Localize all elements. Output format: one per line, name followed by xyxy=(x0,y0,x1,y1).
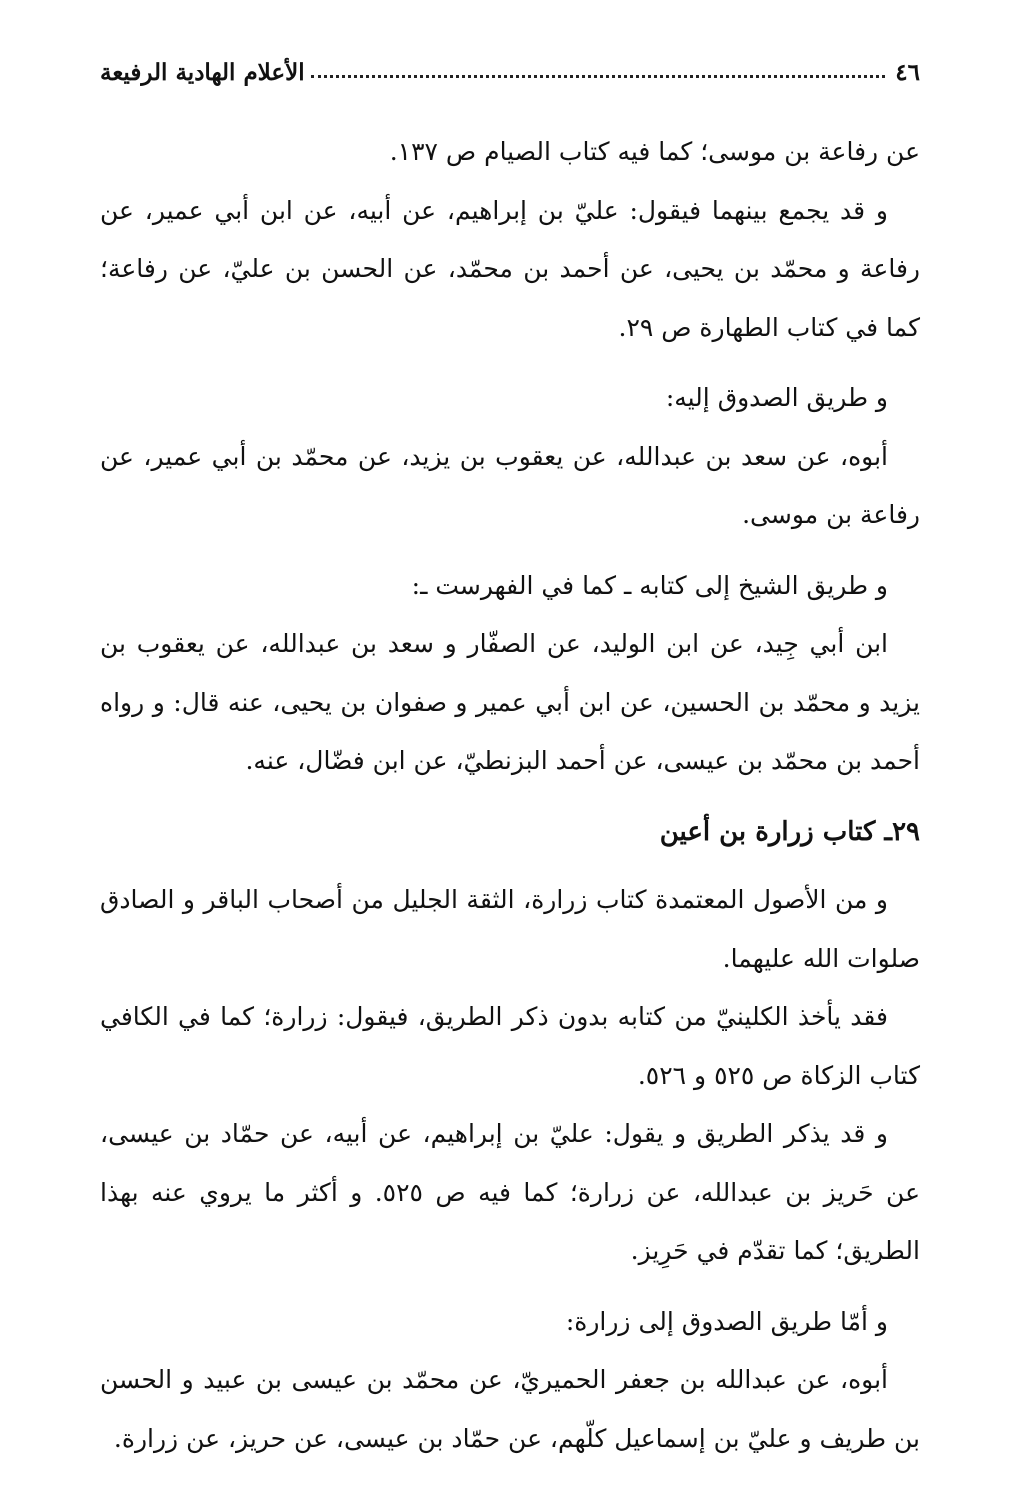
paragraph: و أمّا طريق الصدوق إلى زرارة: xyxy=(565,1306,888,1336)
spacer xyxy=(100,357,920,369)
paragraph: و من الأصول المعتمدة كتاب زرارة، الثقة الجليل من أصحاب الباقر و الصادق صلوات الله عليهما. xyxy=(100,885,920,973)
paragraph: أبوه، عن عبدالله بن جعفر الحميريّ، عن محمّد بن عيسى بن عبيد و الحسن بن طريف و عليّ بن إسماعيل كلّهم، عن حمّاد بن عيسى، عن حريز، عن زرارة. xyxy=(100,1365,920,1453)
paragraph: فقد يأخذ الكلينيّ من كتابه بدون ذكر الطريق، فيقول: زرارة؛ كما في الكافي كتاب الزكاة ص ٥٢٥ و ٥٢٦. xyxy=(100,1002,920,1090)
book-page xyxy=(100,0,920,1506)
spacer xyxy=(100,545,920,557)
paragraph: و طريق الشيخ إلى كتابه ـ كما في الفهرست ـ: xyxy=(411,570,888,600)
paragraph: أبوه، عن سعد بن عبدالله، عن يعقوب بن يزيد، عن محمّد بن أبي عمير، عن رفاعة بن موسى. xyxy=(100,441,920,529)
paragraph: و قد يجمع بينهما فيقول: عليّ بن إبراهيم، عن أبيه، عن ابن أبي عمير، عن رفاعة و محمّد بن يحيى، عن أحمد بن محمّد، عن الحسن بن عليّ، عن رفاعة؛ كما في كتاب الطهارة ص ٢٩. xyxy=(100,195,920,342)
paragraph: عن رفاعة بن موسى؛ كما فيه كتاب الصيام ص ١٣٧. xyxy=(389,137,920,166)
page-header xyxy=(100,52,920,92)
paragraph: ابن أبي جِيد، عن ابن الوليد، عن الصفّار و سعد بن عبدالله، عن يعقوب بن يزيد و محمّد بن الحسين، عن ابن أبي عمير و صفوان بن يحيى، عنه قال: و رواه أحمد بن محمّد بن عيسى، عن أحمد البزنطيّ، عن ابن فضّال، عنه. xyxy=(100,629,920,775)
page-number: ٤٦ xyxy=(895,58,920,86)
section-title: ٢٩ـ كتاب زرارة بن أعين xyxy=(659,816,920,847)
paragraph: و قد يذكر الطريق و يقول: عليّ بن إبراهيم، عن أبيه، عن حمّاد بن عيسى، عن حَريز بن عبدالله، عن زرارة؛ كما فيه ص ٥٢٥. و أكثر ما يروي عنه بهذا الطريق؛ كما تقدّم في حَرِيز. xyxy=(100,1119,921,1265)
page-body xyxy=(100,123,920,1468)
running-title: الأعلام الهادية الرفيعة xyxy=(100,58,305,86)
spacer xyxy=(100,1281,920,1293)
paragraph: و طريق الصدوق إليه: xyxy=(665,383,888,412)
header-dot-leader xyxy=(311,75,886,78)
